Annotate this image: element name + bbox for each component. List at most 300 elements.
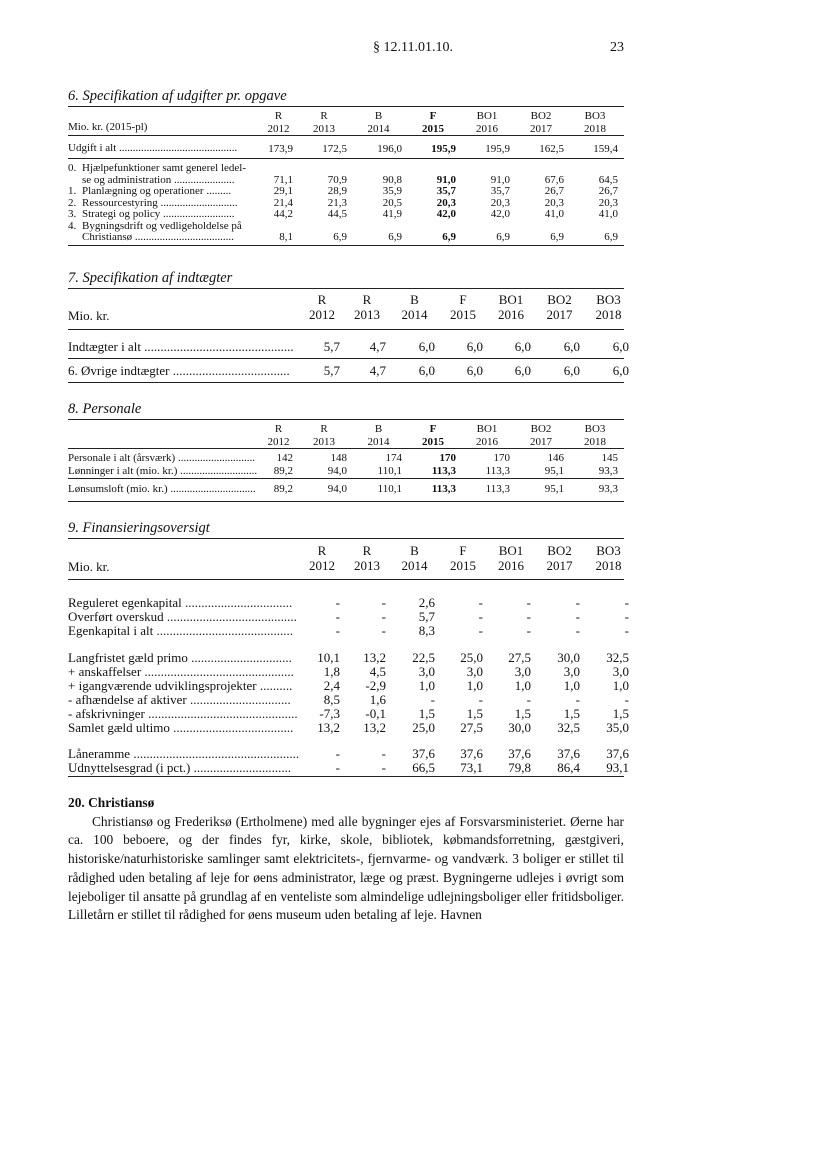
column-header-type: R — [274, 110, 283, 122]
row-label: Strategi og policy .......................... — [82, 208, 235, 220]
cell-value: 90,8 — [382, 173, 402, 186]
cell-value: 86,4 — [557, 760, 580, 775]
row-label: Udnyttelsesgrad (i pct.) .............................. — [68, 760, 292, 775]
row-label: Egenkapital i alt .......................................... — [68, 623, 293, 638]
equity-rows — [68, 580, 629, 638]
column-header-type: R — [362, 292, 372, 307]
row-number: 1. — [68, 185, 77, 197]
table-row — [68, 623, 629, 638]
cell-value: 25,0 — [412, 720, 435, 735]
column-header-year: 2012 — [267, 436, 290, 448]
column-header-year: 2013 — [354, 558, 380, 573]
cell-value: 8,5 — [323, 692, 340, 707]
cell-value: 29,1 — [273, 185, 293, 197]
cell-value: 162,5 — [539, 143, 564, 155]
row-label: Hjælpefunktioner samt generel ledel- — [82, 162, 247, 174]
column-header-year: 2017 — [530, 123, 552, 135]
cell-value: -7,3 — [319, 706, 340, 721]
cell-value: 89,2 — [273, 464, 293, 477]
section-9-financing-overview — [68, 518, 629, 777]
cell-value: 174 — [385, 452, 402, 464]
cell-value: 66,5 — [412, 760, 435, 775]
cell-value: -2,9 — [365, 678, 386, 693]
divider — [68, 776, 624, 777]
column-header — [580, 543, 637, 573]
cell-value: 3,0 — [418, 664, 435, 679]
column-header-type: BO2 — [530, 423, 552, 435]
cell-value: 13,2 — [317, 720, 340, 735]
column-header — [510, 110, 572, 136]
row-label: Ressourcestyring ............................ — [82, 196, 238, 209]
table-row — [68, 363, 629, 382]
payroll-ceiling-row — [68, 482, 624, 499]
cell-value: 73,1 — [460, 760, 483, 775]
cell-value: 6,0 — [563, 363, 580, 378]
column-header-type: F — [429, 423, 437, 435]
cell-value: - — [575, 692, 580, 707]
cell-value: 113,3 — [485, 483, 510, 495]
cell-value: 22,5 — [412, 650, 435, 665]
cell-value: - — [526, 595, 531, 610]
cell-value: 1,0 — [466, 678, 483, 693]
cell-value: 5,7 — [418, 609, 435, 624]
column-header-type: BO1 — [498, 543, 524, 558]
cell-value: 1,0 — [514, 678, 531, 693]
cell-value: - — [335, 760, 340, 775]
cell-value: 20,3 — [544, 196, 564, 209]
cell-value: 1,5 — [563, 706, 580, 721]
debt-rows — [68, 637, 629, 735]
staff-rows — [68, 449, 624, 477]
cell-value: - — [430, 692, 435, 707]
column-header-type: F — [459, 292, 467, 307]
column-header-type: BO2 — [547, 543, 572, 558]
table-row — [68, 465, 624, 478]
column-header — [456, 423, 518, 449]
cell-value: 5,7 — [323, 363, 340, 378]
cell-value: 4,7 — [369, 339, 386, 354]
cell-value: 159,4 — [593, 143, 618, 155]
cell-value: - — [478, 623, 483, 638]
cell-value: - — [381, 623, 386, 638]
column-header-type: R — [362, 543, 372, 558]
cell-value: 35,9 — [382, 185, 402, 197]
row-label: Langfristet gæld primo ............................... — [68, 650, 292, 665]
cell-value: 170 — [493, 452, 510, 464]
cell-value: 6,0 — [466, 363, 483, 378]
cell-value: 6,9 — [550, 231, 564, 243]
cell-value: - — [381, 746, 386, 761]
column-header-type: BO3 — [584, 110, 606, 122]
cell-value: - — [526, 623, 531, 638]
column-header-year: 2015 — [422, 436, 444, 448]
column-header-year: 2014 — [401, 558, 428, 573]
cell-value: 44,5 — [327, 208, 347, 220]
cell-value: 110,1 — [377, 483, 402, 495]
column-header — [402, 110, 464, 136]
column-header-type: BO1 — [476, 110, 498, 122]
cell-value: 13,2 — [363, 720, 386, 735]
cell-value: 148 — [330, 452, 347, 464]
column-header-year: 2017 — [530, 436, 552, 448]
cell-value: 110,1 — [377, 464, 402, 477]
table-row — [68, 208, 624, 220]
row-label: + igangværende udviklingsprojekter .......... — [68, 678, 293, 693]
column-header-type: R — [320, 423, 328, 435]
table-row — [68, 197, 624, 209]
table-row — [68, 609, 629, 624]
cell-value: 1,5 — [514, 706, 531, 721]
section-6-expenditure-by-task — [68, 86, 624, 246]
column-header-year: 2015 — [450, 558, 476, 573]
cell-value: - — [335, 595, 340, 610]
table-row — [68, 746, 629, 761]
row-label: Christiansø .................................... — [82, 231, 234, 243]
divider — [68, 382, 624, 383]
cell-value: 94,0 — [327, 464, 347, 477]
cell-value: 37,6 — [412, 746, 435, 761]
row-label: Planlægning og operationer ......... — [82, 185, 232, 197]
column-header-year: 2013 — [313, 123, 335, 135]
section-reference: § 12.11.01.10. — [373, 40, 453, 55]
column-header — [564, 423, 626, 449]
cell-value: 37,6 — [606, 746, 629, 761]
column-header-year: 2012 — [309, 307, 335, 322]
row-number: 0. — [68, 162, 77, 174]
table-row — [68, 664, 629, 679]
cell-value: 2,6 — [418, 595, 435, 610]
column-header-year: 2017 — [546, 558, 573, 573]
column-header-type: F — [459, 543, 467, 558]
table-row — [68, 231, 624, 243]
cell-value: 3,0 — [612, 664, 629, 679]
column-header-type: BO2 — [530, 110, 552, 122]
unit-label: Mio. kr. — [68, 308, 110, 323]
column-header-row — [68, 543, 624, 577]
cell-value: 170 — [439, 452, 456, 464]
row-label: Samlet gæld ultimo ..................................... — [68, 720, 294, 735]
column-header-type: R — [274, 423, 283, 435]
column-header-year: 2016 — [498, 307, 524, 322]
table-row — [68, 692, 629, 707]
column-header-year: 2014 — [367, 436, 390, 448]
cell-value: - — [526, 692, 531, 707]
column-header — [456, 110, 518, 136]
column-header — [293, 423, 355, 449]
cell-value: 67,6 — [544, 173, 564, 186]
cell-value: 6,0 — [514, 339, 531, 354]
column-header-row — [68, 292, 624, 326]
row-number: 3. — [68, 208, 77, 220]
cell-value: - — [381, 595, 386, 610]
column-header-year: 2018 — [584, 123, 606, 135]
section-9-title: 9. Finansieringsoversigt — [68, 520, 210, 536]
column-header-type: B — [410, 292, 419, 307]
cell-value: 41,0 — [544, 208, 564, 220]
column-header-type: B — [374, 423, 383, 435]
unit-label: Mio. kr. (2015-pl) — [68, 121, 148, 133]
cell-value: 30,0 — [508, 720, 531, 735]
column-header-type: BO2 — [547, 292, 572, 307]
cell-value: 113,3 — [431, 483, 456, 495]
column-header — [564, 110, 626, 136]
column-header-year: 2013 — [354, 307, 380, 322]
column-header — [510, 423, 572, 449]
cell-value: 6,9 — [442, 231, 456, 243]
row-label: Reguleret egenkapital ................................. — [68, 595, 293, 610]
cell-value: 94,0 — [327, 483, 347, 495]
cell-value: 142 — [276, 452, 293, 464]
row-label: Overført overskud ........................................ — [68, 609, 297, 624]
column-header-year: 2015 — [422, 123, 444, 135]
cell-value: 35,7 — [490, 185, 510, 197]
column-header-type: R — [317, 292, 327, 307]
payroll-ceiling-label: Lønsumsloft (mio. kr.) ............................... — [68, 483, 256, 495]
revenue-rows — [68, 330, 629, 383]
section-6-title: 6. Specifikation af udgifter pr. opgave — [68, 88, 287, 104]
cell-value: - — [624, 692, 629, 707]
column-header-year: 2016 — [476, 436, 498, 448]
row-label: + anskaffelser .............................................. — [68, 664, 294, 679]
section-20-paragraph: Christiansø og Frederiksø (Ertholmene) med alle bygninger ejes af Forsvarsministeriet. Øerne har ca. 100 beboere, og der findes fyr, kirke, skole, bibliotek, købmandsforretning, gæstgiveri, historiske/naturhistoriske samlinger samt elektricitets-, fjernvarme- og vandværk. 3 boliger er stillet til rådighed uden betaling af leje for øens administrator, læge og præst. Bygningerne udlejes i øvrigt som lejeboliger til ansatte på grundlag af en venteliste som almindelige udlejningsboliger eller fritidsboliger. Lilletårn er stillet til rådighed for øens museum uden betaling af leje. Havnen — [68, 813, 624, 923]
cell-value: 1,5 — [466, 706, 483, 721]
cell-value: 5,7 — [323, 339, 340, 354]
cell-value: - — [575, 609, 580, 624]
cell-value: 1,0 — [612, 678, 629, 693]
cell-value: 6,0 — [563, 339, 580, 354]
cell-value: - — [526, 609, 531, 624]
cell-value: 70,9 — [327, 173, 347, 186]
cell-value: 37,6 — [557, 746, 580, 761]
cell-value: - — [478, 609, 483, 624]
column-header-type: BO3 — [584, 423, 606, 435]
cell-value: 26,7 — [544, 185, 564, 197]
cell-value: 6,9 — [604, 231, 618, 243]
cell-value: - — [624, 609, 629, 624]
column-header-type: B — [410, 543, 419, 558]
table-row — [68, 339, 629, 358]
column-header-year: 2017 — [546, 307, 573, 322]
cell-value: 113,3 — [485, 464, 510, 477]
cell-value: 91,0 — [490, 173, 510, 186]
column-header-row — [68, 420, 624, 448]
cell-value: 145 — [601, 452, 618, 464]
cell-value: 195,9 — [485, 143, 510, 155]
cell-value: 6,0 — [514, 363, 531, 378]
cell-value: 95,1 — [544, 464, 564, 477]
cell-value: 173,9 — [268, 143, 293, 155]
section-20-christianso — [68, 794, 624, 925]
cell-value: 13,2 — [363, 650, 386, 665]
task-rows — [68, 159, 624, 243]
page-header — [0, 40, 826, 60]
page-number: 23 — [610, 40, 624, 55]
cell-value: 172,5 — [322, 143, 347, 155]
cell-value: 93,1 — [606, 760, 629, 775]
divider — [68, 288, 624, 289]
cell-value: 1,5 — [612, 706, 629, 721]
row-number: 4. — [68, 219, 77, 232]
table-row — [68, 220, 624, 232]
cell-value: 71,1 — [273, 173, 293, 186]
cell-value: 37,6 — [460, 746, 483, 761]
cell-value: 146 — [547, 452, 564, 464]
row-label: - afskrivninger .............................................. — [68, 706, 298, 721]
cell-value: 1,5 — [418, 706, 435, 721]
row-number: 2. — [68, 196, 77, 209]
table-row — [68, 706, 629, 721]
cell-value: - — [381, 609, 386, 624]
cell-value: 25,0 — [460, 650, 483, 665]
section-7-title: 7. Specifikation af indtægter — [68, 270, 233, 286]
divider — [68, 478, 624, 479]
cell-value: 32,5 — [557, 720, 580, 735]
cell-value: 2,4 — [323, 678, 340, 693]
cell-value: 195,9 — [431, 143, 456, 155]
table-row — [68, 595, 629, 610]
cell-value: 6,0 — [612, 339, 629, 354]
cell-value: 113,3 — [431, 464, 456, 477]
cell-value: 35,7 — [436, 185, 456, 197]
column-header-year: 2015 — [450, 307, 476, 322]
cell-value: - — [575, 623, 580, 638]
cell-value: 20,3 — [436, 196, 456, 209]
cell-value: 27,5 — [508, 650, 531, 665]
column-header — [347, 423, 410, 449]
column-header-type: BO1 — [498, 292, 524, 307]
cell-value: 93,3 — [598, 464, 618, 477]
cell-value: 44,2 — [273, 208, 293, 220]
cell-value: 1,0 — [418, 678, 435, 693]
table-row — [68, 760, 629, 775]
table-row — [68, 174, 624, 186]
row-label: Personale i alt (årsværk) ............................ — [68, 452, 255, 464]
row-label: 6. Øvrige indtægter .................................... — [68, 363, 290, 378]
column-header — [293, 110, 355, 136]
column-header-type: B — [374, 110, 383, 122]
column-header-type: BO3 — [596, 292, 621, 307]
column-header-year: 2012 — [267, 123, 290, 135]
cell-value: 26,7 — [598, 185, 618, 197]
cell-value: - — [335, 623, 340, 638]
cell-value: 89,2 — [273, 483, 293, 495]
cell-value: - — [335, 746, 340, 761]
cell-value: 93,3 — [598, 483, 618, 495]
cell-value: - — [478, 595, 483, 610]
column-header-year: 2016 — [476, 123, 498, 135]
column-header-type: R — [320, 110, 328, 122]
cell-value: 32,5 — [606, 650, 629, 665]
cell-value: 1,8 — [323, 664, 340, 679]
column-header-year: 2014 — [367, 123, 390, 135]
cell-value: - — [624, 595, 629, 610]
cell-value: 6,9 — [496, 231, 510, 243]
cell-value: 21,3 — [327, 196, 347, 209]
column-header — [402, 423, 464, 449]
table-row — [68, 162, 624, 174]
total-row — [68, 138, 624, 158]
divider — [68, 358, 624, 359]
row-label: se og administration ...................... — [82, 173, 235, 186]
column-header-type: F — [429, 110, 437, 122]
cell-value: 20,3 — [598, 196, 618, 209]
cell-value: 20,3 — [490, 196, 510, 209]
cell-value: 6,9 — [388, 231, 402, 243]
column-header-year: 2016 — [498, 558, 524, 573]
cell-value: 1,0 — [563, 678, 580, 693]
cell-value: 37,6 — [508, 746, 531, 761]
column-header-year: 2012 — [309, 558, 335, 573]
cell-value: 1,6 — [369, 692, 386, 707]
row-label: - afhændelse af aktiver ............................... — [68, 692, 291, 707]
cell-value: 35,0 — [606, 720, 629, 735]
cell-value: 10,1 — [317, 650, 340, 665]
column-header-year: 2018 — [595, 307, 622, 322]
column-header — [580, 292, 637, 322]
cell-value: 196,0 — [377, 143, 402, 155]
divider — [68, 538, 624, 539]
cell-value: 42,0 — [490, 208, 510, 220]
cell-value: 4,5 — [369, 664, 386, 679]
cell-value: 4,7 — [369, 363, 386, 378]
divider — [68, 501, 624, 502]
row-label: Lønninger i alt (mio. kr.) ............................ — [68, 464, 258, 477]
column-header-year: 2013 — [313, 436, 335, 448]
cell-value: 6,0 — [466, 339, 483, 354]
cell-value: 6,0 — [418, 339, 435, 354]
cell-value: 6,9 — [333, 231, 347, 243]
cell-value: 20,5 — [382, 196, 402, 209]
cell-value: 21,4 — [273, 196, 293, 209]
cell-value: 91,0 — [436, 173, 456, 186]
cell-value: 79,8 — [508, 760, 531, 775]
column-header-year: 2018 — [584, 436, 606, 448]
cell-value: 6,0 — [612, 363, 629, 378]
table-row — [68, 650, 629, 665]
table-row — [68, 720, 629, 735]
cell-value: 8,3 — [418, 623, 435, 638]
unit-label: Mio. kr. — [68, 559, 110, 574]
cell-value: - — [624, 623, 629, 638]
cell-value: 3,0 — [563, 664, 580, 679]
cell-value: - — [575, 595, 580, 610]
column-header-year: 2014 — [401, 307, 428, 322]
column-header-year: 2018 — [595, 558, 622, 573]
column-header-type: BO3 — [596, 543, 621, 558]
cell-value: 3,0 — [466, 664, 483, 679]
section-8-staff — [68, 399, 624, 502]
cell-value: 95,1 — [544, 483, 564, 495]
cell-value: 41,9 — [382, 208, 402, 220]
cell-value: -0,1 — [365, 706, 386, 721]
column-header-row — [68, 107, 624, 135]
cell-value: 42,0 — [436, 208, 456, 220]
total-label: Udgift i alt ........................................... — [68, 142, 238, 154]
cell-value: - — [478, 692, 483, 707]
column-header — [347, 110, 410, 136]
table-row — [68, 185, 624, 197]
row-label: Bygningsdrift og vedligeholdelse på — [82, 219, 242, 232]
row-label: Låneramme ................................................... — [68, 746, 300, 761]
cell-value: 30,0 — [557, 650, 580, 665]
cell-value: 28,9 — [327, 185, 347, 197]
cell-value: 6,0 — [418, 363, 435, 378]
column-header-type: BO1 — [476, 423, 498, 435]
column-header-type: R — [317, 543, 327, 558]
cell-value: - — [381, 760, 386, 775]
section-8-title: 8. Personale — [68, 401, 142, 417]
loan-limit-rows — [68, 734, 629, 775]
